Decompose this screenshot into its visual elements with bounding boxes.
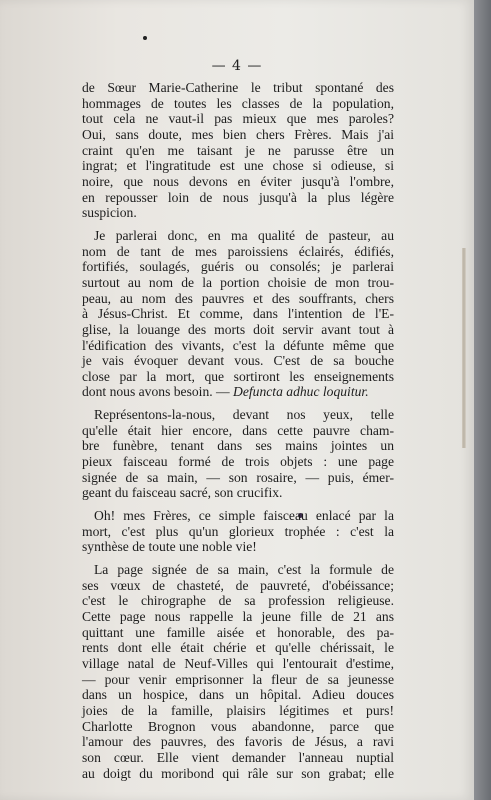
body-text: [82, 80, 394, 788]
text-line: Oui, sans doute, mes bien chers Frères. Mais j'ai: [82, 126, 394, 142]
text-line: fortifiés, soulagés, guéris ou consolés; je parlerai: [82, 259, 394, 275]
paragraph: [82, 508, 394, 555]
text-line: rents dont elle était chérie et qu'elle chérissait, le: [82, 640, 394, 656]
text-line: village natal de Neuf-Villes qui l'entourait d'estime,: [82, 655, 394, 671]
text-line: suspicion.: [82, 205, 137, 221]
text-line: geant du faisceau sacré, son crucifix.: [82, 485, 283, 501]
text-line: l'édification des vivants, c'est la défunte même que: [82, 337, 394, 353]
text-line: je vais évoquer devant vous. C'est de sa bouche: [82, 353, 394, 369]
text-line: qu'elle était hier encore, dans cette pauvre cham-: [82, 422, 394, 438]
text-line: La page signée de sa main, c'est la formule de: [94, 562, 394, 578]
text-line: Je parlerai donc, en ma qualité de pasteur, au: [94, 227, 394, 243]
text-line: de Sœur Marie-Catherine le tribut spontané des: [82, 80, 394, 95]
book-edge: [474, 0, 491, 800]
paragraph: [82, 407, 394, 501]
text-line: hommages de toutes les classes de la population,: [82, 95, 394, 111]
text-line: au doigt du moribond qui râle sur son grabat; elle: [82, 765, 394, 781]
text-line: ingrat; et l'ingratitude est une chose si odieuse, si: [82, 158, 394, 174]
text-line: Représentons-la-nous, devant nos yeux, telle: [94, 407, 394, 423]
text-line: dans un hospice, dans un hôpital. Adieu douces: [82, 687, 394, 703]
text-line: son cœur. Elle vient demander l'anneau nuptial: [82, 749, 394, 765]
paragraph: [82, 562, 394, 781]
text-line: ses vœux de chasteté, de pauvreté, d'obéissance;: [82, 577, 394, 593]
text-line: noire, que nous devons en éviter jusqu'à l'ombre,: [82, 173, 394, 189]
text-line: Cette page nous rappelle la jeune fille de 21 ans: [82, 609, 394, 624]
text-line: nom de tant de mes paroissiens éclairés, édifiés,: [82, 243, 394, 259]
text-line: à Jésus-Christ. Et comme, dans l'intention de l'E-: [82, 306, 394, 322]
text-line: pieux faisceau formé de trois objets : une page: [82, 454, 394, 470]
text-line: tout cela ne vaut-il pas mieux que mes paroles?: [82, 111, 394, 127]
text-line: peau, au nom des pauvres et des souffrants, chers: [82, 290, 394, 306]
latin-quotation: Defuncta adhuc loquitur.: [233, 384, 369, 400]
text-line: Oh! mes Frères, ce simple faisceau enlacé par la: [94, 508, 394, 524]
text-line: c'est le chirographe de sa profession religieuse.: [82, 593, 394, 609]
text-line: Charlotte Brognon vous abandonne, parce que: [82, 718, 394, 734]
text-line: bre funèbre, tenant dans ses mains jointes un: [82, 438, 394, 454]
page-fold-shadow: [462, 248, 466, 448]
paragraph: [82, 228, 394, 400]
text-line: signée de sa main, — son rosaire, — puis, émer-: [82, 469, 394, 485]
text-line: glise, la louange des morts doit servir avant tout à: [82, 321, 394, 337]
text-line: dont nous avons besoin. — Defuncta adhuc loquitur.: [82, 384, 369, 400]
text-line: close par la mort, que sortiront les enseignements: [82, 368, 394, 384]
text-line: surtout au nom de la portion choisie de mon trou-: [82, 274, 394, 290]
text-line: mort, c'est plus qu'un glorieux trophée : c'est la: [82, 523, 394, 539]
text-line: joies de la famille, plaisirs légitimes et purs!: [82, 702, 394, 718]
text-line: l'amour des pauvres, des favoris de Jésus, a ravi: [82, 734, 394, 750]
ink-speck: [143, 36, 147, 40]
text-line: synthèse de toute une noble vie!: [82, 539, 257, 555]
text-line: — pour venir emprisonner la fleur de sa jeunesse: [82, 671, 394, 687]
text-line: quittant une famille aisée et honorable, des pa-: [82, 624, 394, 640]
text-line: craint qu'en me taisant je ne parusse être un: [82, 142, 394, 158]
text-line: en repousser loin de nous jusqu'à la plus légère: [82, 189, 394, 205]
paragraph: [82, 80, 394, 221]
page-number: — 4 —: [211, 58, 263, 74]
